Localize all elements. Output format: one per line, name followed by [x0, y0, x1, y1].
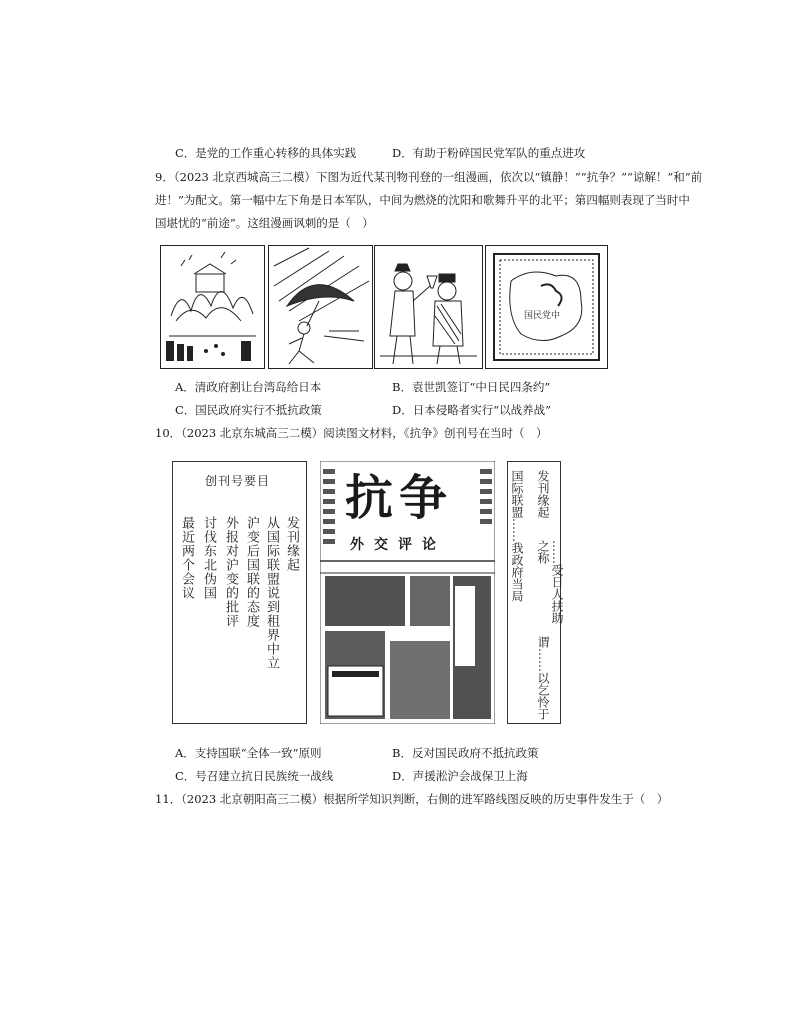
q9-option-d: D．日本侵略者实行“以战养战” [392, 403, 551, 417]
q10-option-c: C．号召建立抗日民族统一战线 [175, 769, 334, 783]
q9-comic-panel-3 [374, 245, 483, 369]
comic-2-drawing [269, 246, 372, 368]
q9-option-a: A．清政府割让台湾岛给日本 [175, 380, 322, 394]
q9-comic-panel-4 [485, 245, 608, 369]
q9-option-b: B．袁世凯签订“中日民四条约” [392, 380, 551, 394]
q10-excerpt-col4: 谓……以乞怜于 [536, 636, 550, 720]
q9-option-c: C．国民政府实行不抵抗政策 [175, 403, 322, 417]
q10-stem-line1: 10．（2023 北京东城高三二模）阅读图文材料，《抗争》创刊号在当时（ ） [155, 426, 548, 440]
comic-1-drawing [161, 246, 264, 368]
q9-comic-panel-1 [160, 245, 265, 369]
q10-masthead-title: 抗争 [345, 470, 454, 526]
q10-toc-col2: 从国际联盟说到租界中立 [264, 516, 279, 670]
q10-excerpt-col2: 国际联盟……我政府当局 [510, 470, 524, 602]
q9-stem-line1: 9．（2023 北京西城高三二模）下图为近代某刊物刊登的一组漫画，依次以“镇静！”“抗争？”“谅解！”和“前 [155, 170, 703, 184]
comic-4-label: 国民党中 [524, 311, 561, 321]
q10-toc-col3: 沪变后国联的态度 [244, 516, 259, 628]
q10-toc-col6: 最近两个会议 [179, 516, 194, 600]
q10-option-d: D．声援淞沪会战保卫上海 [392, 769, 528, 783]
q8-option-c: C．是党的工作重心转移的具体实践 [175, 146, 357, 160]
q10-excerpt-col1: 发刊缘起 [536, 470, 550, 518]
q9-comic-panel-2 [268, 245, 373, 369]
q10-excerpt-col3: ……受日人扶助之称 [536, 540, 564, 624]
q10-toc-col1: 发刊缘起 [284, 516, 299, 572]
q10-masthead-subtitle: 外交评论 [350, 537, 446, 553]
q10-toc-col4: 外报对沪变的批评 [223, 516, 238, 628]
q10-toc-title: 创刊号要目 [205, 474, 271, 488]
q11-stem-line1: 11．（2023 北京朝阳高三二模）根据所学知识判断，右侧的进军路线图反映的历史事件发生于（ ） [155, 792, 669, 806]
q10-option-b: B．反对国民政府不抵抗政策 [392, 746, 539, 760]
q9-stem-line2: 进！”为配文。第一幅中左下角是日本军队，中间为燃烧的沈阳和歌舞升平的北平；第四幅则表现了当时中 [155, 193, 690, 207]
q9-stem-line3: 国堪忧的“前途”。这组漫画讽刺的是（ ） [155, 216, 374, 230]
q10-option-a: A．支持国联“全体一致”原则 [175, 746, 322, 760]
q8-option-d: D．有助于粉碎国民党军队的重点进攻 [392, 146, 586, 160]
comic-3-drawing [375, 246, 482, 368]
comic-4-drawing [486, 246, 607, 368]
q10-toc-col5: 讨伐东北伪国 [201, 516, 216, 600]
